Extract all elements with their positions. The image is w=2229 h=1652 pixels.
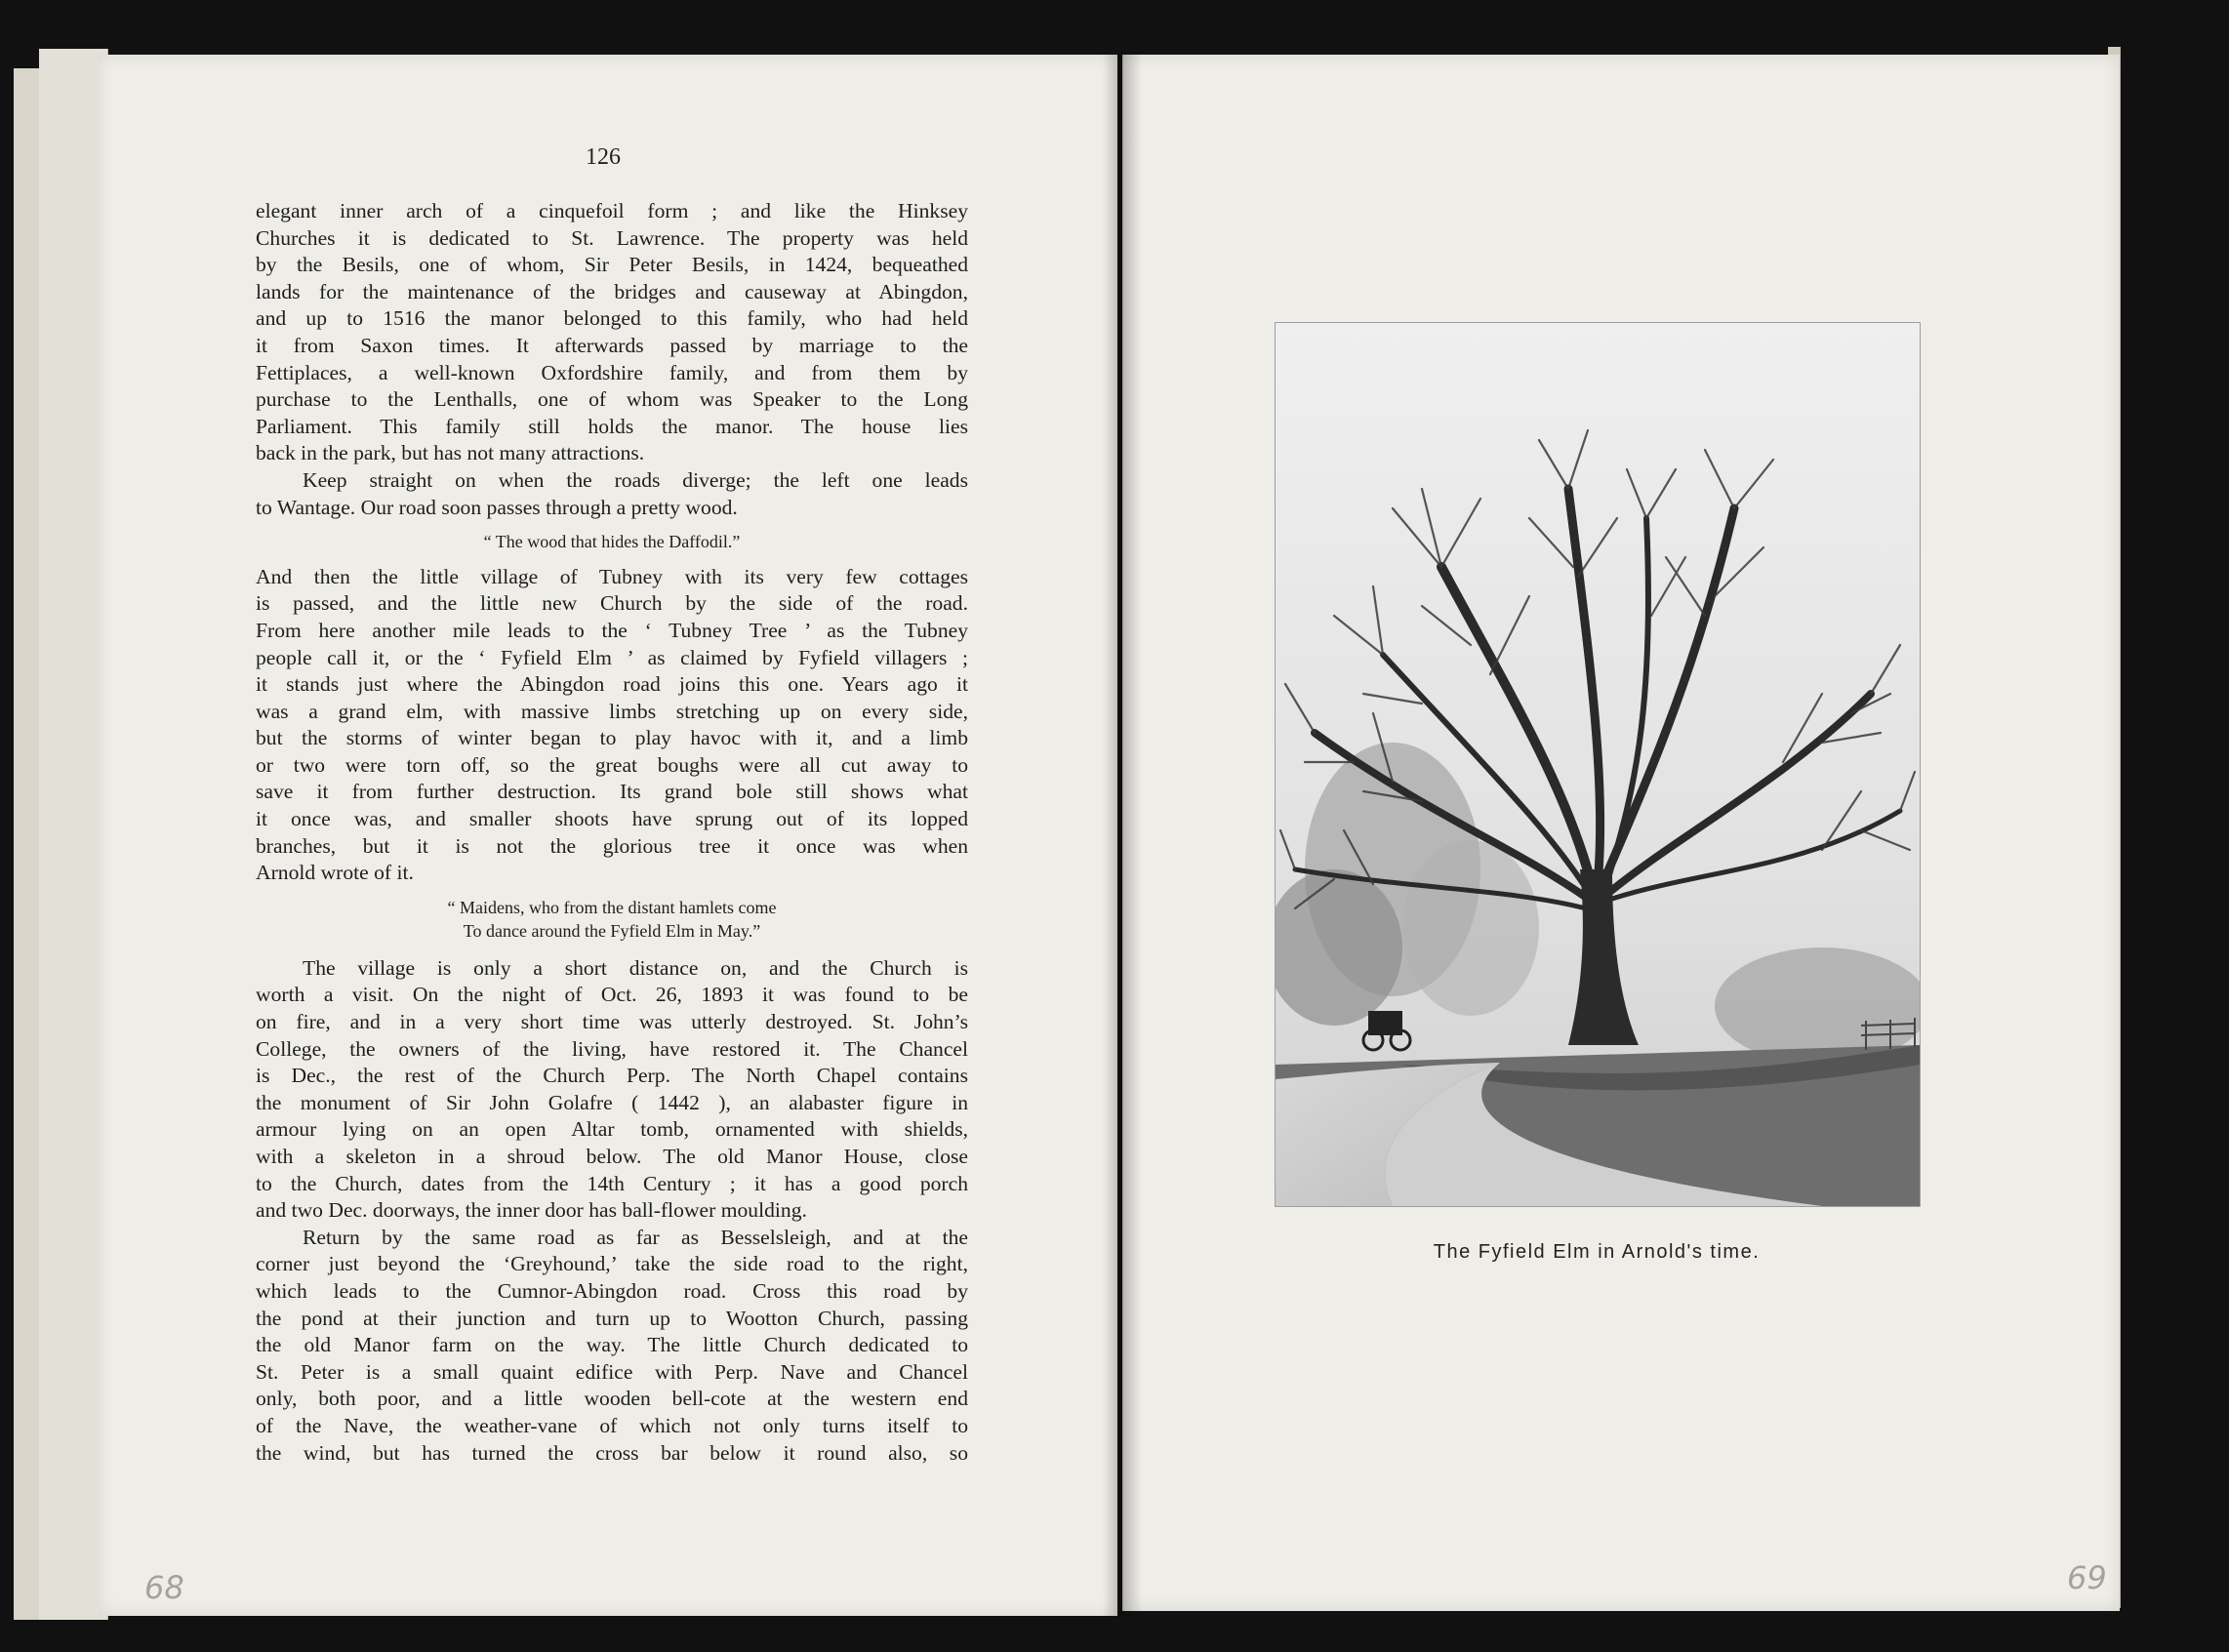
photo-caption: The Fyfield Elm in Arnold's time. — [1433, 1241, 1761, 1263]
text-line: but the storms of winter began to play havoc with it, and a limb — [256, 726, 968, 750]
paragraph-3 — [256, 564, 968, 887]
pencil-page-mark-right: 69 — [2067, 1559, 2107, 1596]
text-line: elegant inner arch of a cinquefoil form ; and like the Hinksey — [256, 199, 968, 222]
quote-daffodil: “ The wood that hides the Daffodil.” — [483, 532, 741, 552]
text-line: it from Saxon times. It afterwards passed by marriage to the — [256, 333, 968, 357]
paragraph-4 — [256, 955, 968, 1225]
text-line: and two Dec. doorways, the inner door has ball-flower moulding. — [256, 1198, 807, 1223]
text-line: purchase to the Lenthalls, one of whom was Speaker to the Long — [256, 387, 968, 412]
text-line: College, the owners of the living, have restored it. The Chancel — [256, 1036, 968, 1061]
text-line: the old Manor farm on the way. The little Church dedicated to — [256, 1333, 968, 1357]
text-line: Return by the same road as far as Besselsleigh, and at the — [303, 1225, 968, 1249]
text-line: and up to 1516 the manor belonged to this family, who had held — [256, 306, 968, 331]
text-line: the wind, but has turned the cross bar below it round also, so — [256, 1440, 968, 1465]
elm-tree-photo — [1275, 322, 1921, 1207]
paragraph-1 — [256, 198, 968, 467]
paragraph-5 — [256, 1225, 968, 1467]
text-line: lands for the maintenance of the bridges and causeway at Abingdon, — [256, 279, 968, 303]
text-line: people call it, or the ‘ Fyfield Elm ’ as claimed by Fyfield villagers ; — [256, 645, 968, 669]
text-line: on fire, and in a very short time was utterly destroyed. St. John’s — [256, 1010, 968, 1034]
text-line: is Dec., the rest of the Church Perp. The North Chapel contains — [256, 1064, 968, 1088]
text-line: which leads to the Cumnor-Abingdon road. Cross this road by — [256, 1278, 968, 1303]
text-line: by the Besils, one of whom, Sir Peter Besils, in 1424, bequeathed — [256, 253, 968, 277]
page-number: 126 — [586, 144, 621, 170]
text-line: worth a visit. On the night of Oct. 26, 1893 it was found to be — [256, 983, 968, 1007]
text-line: was a grand elm, with massive limbs stretching up on every side, — [256, 699, 968, 723]
quote-line: “ Maidens, who from the distant hamlets come — [447, 897, 777, 917]
text-line: Arnold wrote of it. — [256, 861, 414, 885]
text-line: with a skeleton in a shroud below. The old Manor House, close — [256, 1145, 968, 1168]
pencil-page-mark-left: 68 — [144, 1569, 184, 1606]
text-line: to Wantage. Our road soon passes through a pretty wood. — [256, 495, 738, 519]
text-line: St. Peter is a small quaint edifice with Perp. Nave and Chancel — [256, 1359, 968, 1384]
text-line: From here another mile leads to the ‘ Tubney Tree ’ as the Tubney — [256, 618, 968, 642]
left-page-text — [256, 198, 968, 1467]
text-line: back in the park, but has not many attractions. — [256, 441, 645, 465]
text-line: it stands just where the Abingdon road joins this one. Years ago it — [256, 672, 968, 697]
text-line: corner just beyond the ‘Greyhound,’ take the side road to the right, — [256, 1252, 968, 1276]
book-gutter — [1103, 55, 1142, 1616]
text-line: to the Church, dates from the 14th Century ; it has a good porch — [256, 1171, 968, 1195]
paragraph-2 — [256, 467, 968, 521]
text-line: And then the little village of Tubney with its very few cottages — [256, 564, 968, 588]
text-line: Churches it is dedicated to St. Lawrence. The property was held — [256, 225, 968, 250]
text-line: save it from further destruction. Its grand bole still shows what — [256, 780, 968, 804]
text-line: the monument of Sir John Golafre ( 1442 ), an alabaster figure in — [256, 1090, 968, 1114]
text-line: branches, but it is not the glorious tree it once was when — [256, 833, 968, 858]
tree-illustration-icon — [1276, 323, 1920, 1206]
text-line: is passed, and the little new Church by the side of the road. — [256, 591, 968, 616]
text-line: Parliament. This family still holds the manor. The house lies — [256, 414, 968, 438]
text-line: The village is only a short distance on, and the Church is — [303, 955, 968, 980]
text-line: of the Nave, the weather-vane of which not only turns itself to — [256, 1413, 968, 1437]
text-line: or two were torn off, so the great boughs were all cut away to — [256, 752, 968, 777]
text-line: the pond at their junction and turn up to Wootton Church, passing — [256, 1306, 968, 1330]
quote-maidens — [256, 895, 968, 942]
quote-line: To dance around the Fyfield Elm in May.” — [463, 920, 761, 941]
text-line: armour lying on an open Altar tomb, ornamented with shields, — [256, 1117, 968, 1142]
text-line: Keep straight on when the roads diverge; the left one leads — [303, 467, 968, 492]
text-line: only, both poor, and a little wooden bell-cote at the western end — [256, 1387, 968, 1411]
text-line: Fettiplaces, a well-known Oxfordshire family, and from them by — [256, 360, 968, 384]
text-line: it once was, and smaller shoots have sprung out of its lopped — [256, 807, 968, 831]
